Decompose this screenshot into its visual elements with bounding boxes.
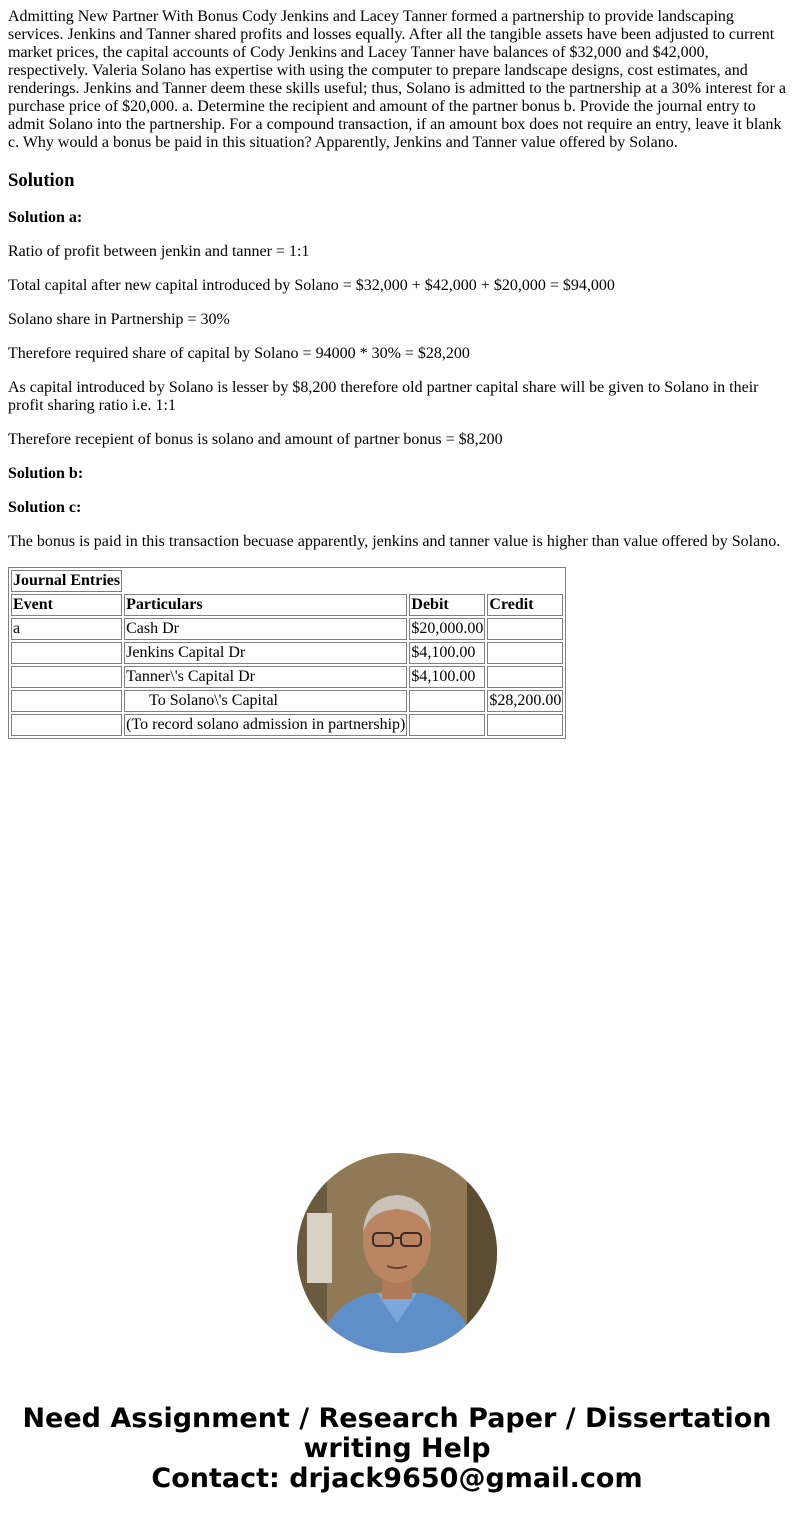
cell-event bbox=[11, 642, 122, 664]
cell-debit bbox=[409, 714, 485, 736]
solution-a-line: As capital introduced by Solano is lesser by $8,200 therefore old partner capital share will be given to Solano in their profit sharing ratio i.e. 1:1 bbox=[8, 379, 759, 414]
table-row bbox=[11, 618, 563, 640]
table-row bbox=[11, 714, 563, 736]
header-debit: Debit bbox=[409, 594, 485, 616]
cell-event bbox=[11, 714, 122, 736]
footer-line: Need Assignment / Research Paper / Dissertation bbox=[22, 1403, 772, 1434]
avatar bbox=[297, 1153, 497, 1353]
solution-a-line: Total capital after new capital introduced by Solano = $32,000 + $42,000 + $20,000 = $94,000 bbox=[8, 277, 615, 294]
footer-contact: Contact: drjack9650@gmail.com bbox=[151, 1463, 643, 1494]
cell-event bbox=[11, 666, 122, 688]
cell-credit bbox=[487, 714, 563, 736]
cell-debit: $4,100.00 bbox=[409, 666, 485, 688]
cell-particulars: Jenkins Capital Dr bbox=[124, 642, 407, 664]
journal-table bbox=[8, 567, 566, 739]
table-row bbox=[11, 666, 563, 688]
solution-a-line: Ratio of profit between jenkin and tanner = 1:1 bbox=[8, 243, 310, 260]
person-photo-icon bbox=[297, 1153, 497, 1353]
solution-b-heading: Solution b: bbox=[8, 465, 84, 482]
header-particulars: Particulars bbox=[124, 594, 407, 616]
cell-event: a bbox=[11, 618, 122, 640]
cell-credit: $28,200.00 bbox=[487, 690, 563, 712]
cell-credit bbox=[487, 618, 563, 640]
journal-header-row bbox=[11, 594, 563, 616]
header-event: Event bbox=[11, 594, 122, 616]
cell-credit bbox=[487, 666, 563, 688]
cell-debit bbox=[409, 690, 485, 712]
question-text: Admitting New Partner With Bonus Cody Jenkins and Lacey Tanner formed a partnership to provide landscaping services. Jenkins and Tanner shared profits and losses equally. After all the tangible assets have been adjusted to current market prices, the capital accounts of Cody Jenkins and Lacey Tanner have balances of $32,000 and $42,000, respectively. Valeria Solano has expertise with using the computer to prepare landscape designs, cost estimates, and renderings. Jenkins and Tanner deem these skills useful; thus, Solano is admitted to the partnership at a 30% interest for a purchase price of $20,000. a. Determine the recipient and amount of the partner bonus b. Provide the journal entry to admit Solano into the partnership. For a compound transaction, if an amount box does not require an entry, leave it blank c. Why would a bonus be paid in this situation? Apparently, Jenkins and Tanner value offered by Solano. bbox=[8, 8, 786, 151]
cell-debit: $20,000.00 bbox=[409, 618, 485, 640]
footer-banner bbox=[0, 1404, 794, 1494]
journal-title-row bbox=[11, 570, 563, 592]
cell-particulars: To Solano\'s Capital bbox=[124, 690, 407, 712]
solution-a-line: Therefore required share of capital by Solano = 94000 * 30% = $28,200 bbox=[8, 345, 470, 362]
solution-heading: Solution bbox=[8, 170, 75, 191]
table-row bbox=[11, 690, 563, 712]
cell-particulars: (To record solano admission in partnership) bbox=[124, 714, 407, 736]
table-row bbox=[11, 642, 563, 664]
solution-a-line: Solano share in Partnership = 30% bbox=[8, 311, 230, 328]
solution-a-heading: Solution a: bbox=[8, 209, 83, 226]
cell-particulars: Cash Dr bbox=[124, 618, 407, 640]
journal-title: Journal Entries bbox=[11, 570, 122, 592]
solution-c-heading: Solution c: bbox=[8, 499, 82, 516]
header-credit: Credit bbox=[487, 594, 563, 616]
solution-a-line: Therefore recepient of bonus is solano and amount of partner bonus = $8,200 bbox=[8, 431, 503, 448]
document-body bbox=[8, 8, 786, 739]
cell-credit bbox=[487, 642, 563, 664]
solution-c-text: The bonus is paid in this transaction becuase apparently, jenkins and tanner value is higher than value offered by Solano. bbox=[8, 533, 781, 550]
cell-particulars: Tanner\'s Capital Dr bbox=[124, 666, 407, 688]
footer-line: writing Help bbox=[303, 1433, 491, 1464]
cell-event bbox=[11, 690, 122, 712]
cell-debit: $4,100.00 bbox=[409, 642, 485, 664]
